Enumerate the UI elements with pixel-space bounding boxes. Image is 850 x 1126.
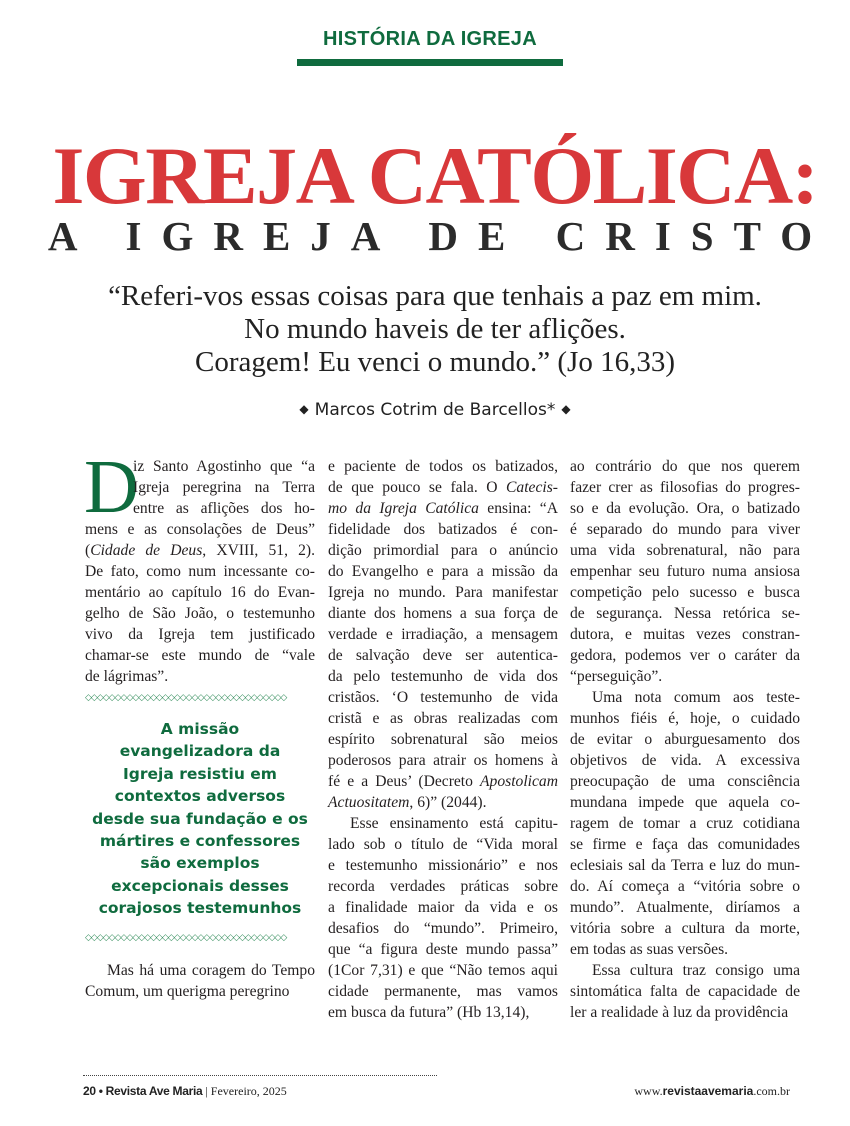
url-prefix: www. bbox=[634, 1084, 663, 1098]
text-line bbox=[328, 498, 558, 519]
text-segment: , 6)” (2044). bbox=[409, 794, 487, 811]
footer-url bbox=[634, 1084, 790, 1099]
text-line: vivo da Igreja tem justificado bbox=[85, 626, 315, 643]
text-line: que “a figura deste mundo passa” bbox=[328, 941, 558, 958]
quote-line: Coragem! Eu venci o mundo.” (Jo 16,33) bbox=[194, 346, 675, 378]
italic-title: Catecis- bbox=[506, 479, 558, 496]
url-domain: revistaavemaria bbox=[662, 1084, 754, 1098]
text-line: poderosos para atrair os homens à bbox=[328, 752, 558, 769]
pull-quote-line: contextos adversos bbox=[114, 787, 286, 806]
text-line: Igreja no mundo. Para manifestar bbox=[328, 584, 558, 601]
text-line: mundana impede que aquela co- bbox=[570, 794, 800, 811]
article-subtitle: A IGREJA DE CRISTO bbox=[47, 213, 833, 259]
text-line: de salvação deve ser autentica- bbox=[328, 647, 558, 664]
text-line: “perseguição”. bbox=[570, 668, 663, 685]
text-line: iz Santo Agostinho que “a bbox=[133, 458, 315, 475]
quote-line: “Referi-vos essas coisas para que tenhais a paz em mim. bbox=[108, 280, 762, 312]
text-line: empenhar seu futuro numa ansiosa bbox=[570, 563, 800, 580]
pull-quote-line: evangelizadora da bbox=[119, 742, 281, 761]
text-line: do Evangelho e para a missão da bbox=[328, 563, 558, 580]
text-line bbox=[328, 771, 558, 792]
diamond-rule-top: ◇◇◇◇◇◇◇◇◇◇◇◇◇◇◇◇◇◇◇◇◇◇◇◇◇◇◇◇◇◇◇◇◇◇ bbox=[85, 692, 287, 702]
text-line: competição pelo sucesso e busca bbox=[570, 584, 800, 601]
text-line: ler a realidade à luz da providência bbox=[570, 1004, 789, 1021]
column-1-continued bbox=[85, 960, 315, 1002]
italic-title: mo da Igreja Católica bbox=[328, 500, 479, 517]
pull-quote-line: excepcionais desses bbox=[111, 876, 289, 895]
text-line: ragem de tomar a cruz cotidiana bbox=[570, 815, 800, 832]
text-line: de evitar o aburguesamento dos bbox=[570, 731, 800, 748]
author-name: Marcos Cotrim de Barcellos* bbox=[314, 400, 556, 420]
text-line: cristã e as obras realizadas com bbox=[328, 710, 558, 727]
text-line: se firme e faça das comunidades bbox=[570, 836, 800, 853]
text-line: dutora, e muitas vezes constran- bbox=[570, 626, 800, 643]
text-line: munhos fiéis é, hoje, o cuidado bbox=[570, 710, 800, 727]
text-line: gedora, podemos ver o caráter da bbox=[570, 647, 800, 664]
text-line: verdade e irradiação, a mensagem bbox=[328, 626, 558, 643]
quote-line: No mundo haveis de ter aflições. bbox=[244, 313, 626, 345]
text-line: Essa cultura traz consigo uma bbox=[592, 962, 800, 979]
text-line: Comum, um querigma peregrino bbox=[85, 983, 290, 1000]
text-line: espírito sobrenatural são meios bbox=[328, 731, 558, 748]
text-line: da pelo testemunho de vida dos bbox=[328, 668, 558, 685]
diamond-icon: ◆ bbox=[299, 402, 309, 416]
text-line: desafios do “mundo”. Primeiro, bbox=[328, 920, 558, 937]
text-line: de segurança. Nessa retórica se- bbox=[570, 605, 800, 622]
text-line: e testemunho missionário” e nos bbox=[328, 857, 558, 874]
text-line: eclesiais sal da Terra e luz do mun- bbox=[570, 857, 800, 874]
text-segment: ensina: “A bbox=[478, 500, 558, 517]
italic-title: Cidade de Deus bbox=[90, 542, 203, 559]
text-line: chamar-se este mundo de “vale bbox=[85, 647, 315, 664]
bullet: • bbox=[98, 1084, 103, 1098]
diamond-rule-bottom: ◇◇◇◇◇◇◇◇◇◇◇◇◇◇◇◇◇◇◇◇◇◇◇◇◇◇◇◇◇◇◇◇◇◇ bbox=[85, 932, 287, 942]
text-line: fazer crer as filosofias do progres- bbox=[570, 479, 800, 496]
text-line: so e da evolução. Ora, o batizado bbox=[570, 500, 800, 517]
text-line bbox=[85, 540, 315, 561]
text-line: em busca da futura” (Hb 13,14), bbox=[328, 1004, 530, 1021]
text-line: mens e as consolações de Deus” bbox=[85, 521, 315, 538]
separator: | bbox=[205, 1084, 208, 1098]
text-line: a finalidade maior da vida e os bbox=[328, 899, 558, 916]
pull-quote-line: A missão bbox=[160, 720, 240, 738]
pull-quote-line: desde sua fundação e os bbox=[92, 809, 308, 828]
text-line: Esse ensinamento está capitu- bbox=[350, 815, 558, 832]
text-line: entre as aflições dos ho- bbox=[133, 500, 315, 517]
text-line: (1Cor 7,31) e que “Não temos aqui bbox=[328, 962, 558, 979]
text-segment: , XVIII, 51, 2). bbox=[202, 542, 315, 559]
italic-title: Actuositatem bbox=[328, 794, 410, 811]
issue-date: Fevereiro, 2025 bbox=[210, 1084, 287, 1098]
text-line: preocupação de uma consciência bbox=[570, 773, 800, 790]
text-line: uma vida sobrenatural, não para bbox=[570, 542, 800, 559]
section-label: HISTÓRIA DA IGREJA bbox=[323, 28, 537, 50]
text-line: cristãos. ‘O testemunho de vida bbox=[328, 689, 558, 706]
page-number: 20 bbox=[83, 1084, 96, 1098]
text-line: em todas as suas versões. bbox=[570, 941, 729, 958]
section-bar bbox=[297, 59, 563, 66]
text-line: Igreja peregrina na Terra bbox=[133, 479, 315, 496]
footer-divider bbox=[83, 1075, 437, 1076]
text-line bbox=[328, 477, 558, 498]
footer-folio bbox=[83, 1084, 287, 1099]
text-line: gelho de São João, o testemunho bbox=[85, 605, 315, 622]
text-line: diante dos homens a sua força de bbox=[328, 605, 558, 622]
text-line: é separado do mundo para viver bbox=[570, 521, 800, 538]
text-segment: fé e a Deus’ (Decreto bbox=[328, 773, 481, 790]
text-line: do. Aí começa a “vitória sobre o bbox=[570, 878, 800, 895]
text-line: vitória sobre a cultura da morte, bbox=[570, 920, 800, 937]
text-line: recorda verdades práticas sobre bbox=[328, 878, 558, 895]
magazine-name: Revista Ave Maria bbox=[105, 1084, 203, 1098]
text-line: mentário ao capítulo 16 do Evan- bbox=[85, 584, 315, 601]
text-line: objetivos de vida. A excessiva bbox=[570, 752, 800, 769]
column-3 bbox=[570, 456, 800, 1023]
text-line: dição primordial para o anúncio bbox=[328, 542, 558, 559]
text-segment: ( bbox=[85, 542, 91, 559]
text-line: de lágrimas”. bbox=[85, 668, 169, 685]
italic-title: Apostolicam bbox=[480, 773, 558, 790]
text-segment: de que pouco se fala. O bbox=[328, 479, 507, 496]
text-line: sintomática falta de capacidade de bbox=[570, 983, 800, 1000]
article-title: IGREJA CATÓLICA: bbox=[52, 130, 818, 221]
drop-cap: D bbox=[84, 445, 139, 529]
text-line: ao contrário do que nos querem bbox=[570, 458, 800, 475]
text-line: Uma nota comum aos teste- bbox=[592, 689, 800, 706]
byline bbox=[0, 400, 850, 420]
url-suffix: .com.br bbox=[753, 1084, 790, 1098]
text-line: mundo”. Atualmente, diríamos a bbox=[570, 899, 800, 916]
diamond-icon: ◆ bbox=[561, 402, 571, 416]
pull-quote-line: corajosos testemunhos bbox=[98, 899, 302, 918]
pull-quote-line: são exemplos bbox=[140, 854, 260, 873]
pull-quote-line: Igreja resistiu em bbox=[123, 764, 277, 783]
epigraph-quote bbox=[0, 280, 850, 379]
column-2 bbox=[328, 456, 558, 1023]
text-line: lado sob o título de “Vida moral bbox=[328, 836, 558, 853]
column-1 bbox=[84, 445, 315, 687]
pull-quote-line: mártires e confessores bbox=[99, 832, 301, 851]
text-line: fidelidade dos batizados é con- bbox=[328, 521, 558, 538]
text-line: e paciente de todos os batizados, bbox=[328, 458, 558, 475]
text-line bbox=[328, 792, 558, 813]
text-line: Mas há uma coragem do Tempo bbox=[107, 962, 315, 979]
text-line: cidade permanente, mas vamos bbox=[328, 983, 558, 1000]
pull-quote bbox=[85, 718, 315, 920]
text-line: De fato, como num incessante co- bbox=[85, 563, 315, 580]
